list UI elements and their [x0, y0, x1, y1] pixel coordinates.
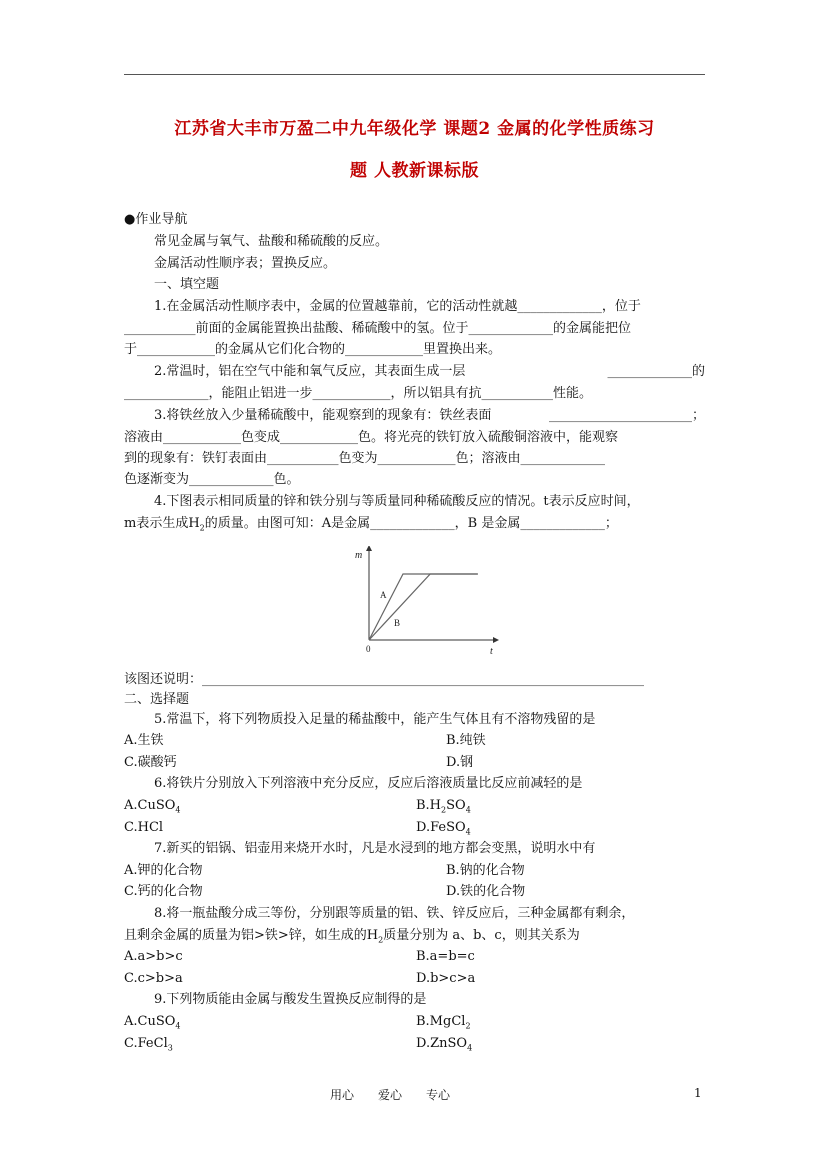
origin-label: 0	[366, 644, 371, 654]
q2-blank: _____________的	[607, 364, 705, 379]
q4-text-a: m表示生成H	[124, 516, 200, 531]
nav-item-2: 金属活动性顺序表；置换反应。	[154, 256, 337, 271]
q4-note: 该图还说明：____________________________________________________________________	[124, 672, 645, 687]
y-axis-label: m	[355, 550, 363, 561]
q1-blank: _____________，位于	[517, 299, 641, 314]
section-fill-heading: 一、填空题	[154, 277, 220, 292]
q4-sub: 2	[199, 523, 205, 533]
q4-text-b: 的质量。由图可知：A是金属_____________，B 是金属_____________；	[204, 516, 618, 531]
x-axis-label: t	[490, 646, 493, 656]
q7-option-b: B.钠的化合物	[446, 863, 525, 878]
q8-option-a: A.a>b>c	[124, 949, 183, 964]
q1-line2: ___________前面的金属能置换出盐酸、稀硫酸中的氢。位于_____________的金属能把位	[124, 321, 632, 336]
q8-option-b: B.a=b=c	[416, 949, 475, 964]
q6-option-b: $B.H_2SO_4$	[416, 798, 471, 815]
q6-option-d: D.FeSO$_4$	[416, 820, 471, 837]
q3-text: 3.将铁丝放入少量稀硫酸中，能观察到的现象有：铁丝表面	[154, 408, 492, 423]
q7-stem: 7.新买的铝锅、铝壶用来烧开水时，凡是水浸到的地方都会变黑，说明水中有	[154, 841, 596, 856]
header-rule	[124, 74, 705, 75]
q1-line3: 于____________的金属从它们化合物的____________里置换出来。	[124, 342, 502, 357]
q2-line1	[124, 362, 705, 382]
q9-stem: 9.下列物质能由金属与酸发生置换反应制得的是	[154, 992, 427, 1007]
q2-line2: _____________，能阻止铝进一步____________，所以铝具有抗___________性能。	[124, 386, 593, 401]
q5-options-row1	[124, 731, 705, 751]
page-title-line1: 江苏省大丰市万盈二中九年级化学 课题2 金属的化学性质练习	[174, 119, 655, 139]
q8-line2: 且剩余金属的质量为铝>铁>锌，如生成的$H_2$质量分别为 a、b、c，则其关系为	[124, 928, 580, 945]
q5-stem: 5.常温下，将下列物质投入足量的稀盐酸中，能产生气体且有不溶物残留的是	[154, 712, 596, 727]
q6-stem: 6.将铁片分别放入下列溶液中充分反应，反应后溶液质量比反应前减轻的是	[154, 776, 583, 791]
q5-options-row2	[124, 753, 705, 773]
q2-text: 2.常温时，铝在空气中能和氧气反应，其表面生成一层	[154, 364, 466, 379]
q3-blank: ______________________；	[548, 408, 705, 423]
reaction-graph	[350, 546, 510, 656]
series-line-A	[369, 574, 478, 640]
q7-option-c: C.钙的化合物	[124, 884, 203, 899]
q9-option-c: C.FeCl$_3$	[124, 1036, 173, 1053]
series-label-B: B	[394, 618, 401, 628]
nav-item-1: 常见金属与氧气、盐酸和稀硫酸的反应。	[154, 234, 389, 249]
q8-option-c: C.c>b>a	[124, 971, 183, 986]
page-title-line2: 题 人教新课标版	[350, 161, 479, 181]
q8-options-row2	[124, 969, 705, 989]
page-number: 1	[694, 1086, 702, 1100]
q1-line1	[124, 297, 705, 317]
q7-option-a: A.钾的化合物	[124, 863, 203, 878]
q6-option-a: A.CuSO$_4$	[124, 798, 181, 815]
series-label-A: A	[380, 590, 387, 600]
nav-heading: ●作业导航	[124, 212, 188, 227]
q5-option-c: C.碳酸钙	[124, 755, 177, 770]
q6-options-row1	[124, 796, 705, 821]
q9-option-a: A.CuSO$_4$	[124, 1014, 181, 1031]
q9-option-b: B.MgCl$_2$	[416, 1014, 471, 1031]
q6-option-c: C.HCl	[124, 820, 164, 835]
q8-options-row1	[124, 947, 705, 967]
q3-line4: 色逐渐变为_____________色。	[124, 472, 300, 487]
q9-options-row2	[124, 1034, 705, 1059]
q6-options-row2	[124, 818, 705, 838]
q8-line1: 8.将一瓶盐酸分成三等份，分别跟等质量的铝、铁、锌反应后，三种金属都有剩余，	[154, 906, 635, 921]
q5-option-b: B.纯铁	[446, 733, 486, 748]
q9-option-d: D.ZnSO$_4$	[416, 1036, 473, 1053]
q7-options-row1	[124, 861, 705, 881]
q3-line2: 溶液由____________色变成____________色。将光亮的铁钉放入硫酸铜溶液中，能观察	[124, 430, 619, 445]
q5-option-d: D.钢	[446, 755, 474, 770]
q3-line3: 到的现象有：铁钉表面由___________色变为____________色；溶液由_____________	[124, 451, 606, 466]
q1-text: 1.在金属活动性顺序表中，金属的位置越靠前，它的活动性就越	[154, 299, 518, 314]
q3-line1	[124, 406, 705, 426]
q5-option-a: A.生铁	[124, 733, 164, 748]
series-line-B	[369, 574, 478, 640]
q8-option-d: D.b>c>a	[416, 971, 476, 986]
footer-motto: 用心 爱心 专心	[330, 1088, 451, 1102]
q7-option-d: D.铁的化合物	[446, 884, 526, 899]
q9-options-row1	[124, 1012, 705, 1037]
section-choice-heading: 二、选择题	[124, 692, 190, 707]
q7-options-row2	[124, 882, 705, 902]
q4-line1: 4.下图表示相同质量的锌和铁分别与等质量同种稀硫酸反应的情况。t表示反应时间，	[154, 494, 640, 509]
q4-line2	[124, 514, 705, 539]
